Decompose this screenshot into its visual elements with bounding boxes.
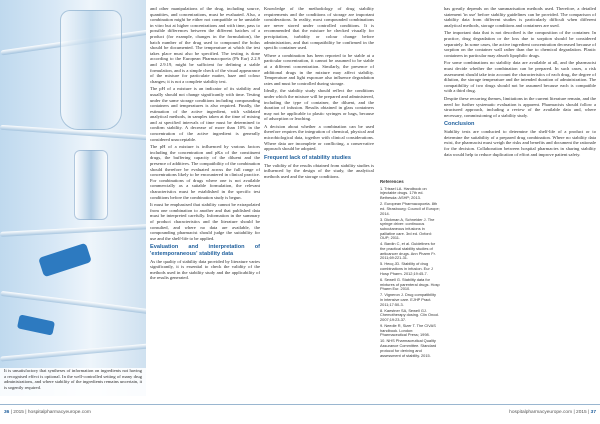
paragraph: Ideally, the stability study should reflect the conditions under which the mixture will be prepared and administered, including the type of container, the diluent, and the duration of infusion. Results obtained in glass containers may not be applicable to plastic syringes or bags, because of adsorption or leaching.	[264, 88, 374, 122]
reference-item: 9. Needle R, Sizer T. The CIVAS handbook. London: Pharmaceutical Press; 1998.	[380, 323, 436, 338]
paragraph: As the quality of stability data provided by literature varies significantly, it is essential to check the validity of the methods used in the stability study and the applicability of the results generated.	[150, 258, 260, 281]
section-heading: Frequent lack of stability studies	[264, 154, 352, 161]
left-page-text	[4, 368, 142, 400]
footer-year: 2015	[13, 410, 24, 415]
references-title: References	[380, 180, 404, 184]
roller-clamp	[38, 243, 92, 277]
reference-item: 10. NHS Pharmaceutical Quality Assurance Committee. Standard protocol for deriving and assessment of stability. 2015.	[380, 338, 437, 358]
paragraph: For some combinations no stability data are available at all, and the pharmacist must decide whether the combination can be prepared. In such cases, a risk assessment should take into account the characteristics of each drug, the degree of dilution, the storage temperature and the intended duration of administration. The compatibility of two drugs should not be assumed because each is compatible with a third drug.	[444, 60, 596, 94]
paragraph: has greatly depends on the summarisation methods used. Therefore, a detailed statement 'in use' before stability guidelines can be provided. The comparison of stability data from different studies is particularly difficult when different analytical methods, storage conditions and containers are used.	[444, 6, 596, 28]
footer-separator: |	[588, 410, 591, 415]
section-heading: Evaluation and interpretation of 'extemporaneous' stability data	[150, 244, 260, 257]
paragraph: The important data that is not described is the composition of the container. In practice, drug degradation or the loss due to sorption should be considered separately. In some cases, the active ingredient concentration decreased because of sorption on the container wall rather than due to chemical degradation. Plastic containers in particular may absorb lipophilic drugs.	[444, 30, 596, 58]
paragraph: It must be emphasised that stability cannot be extrapolated from one combination to another and that published data must be interpreted carefully. Information in the summary of product characteristics and the literature should be consulted, and where no data are available, the compounding pharmacist should judge the suitability for use and the shelf-life to be applied.	[150, 202, 260, 241]
iv-tube	[0, 224, 146, 237]
article-column-4	[444, 6, 596, 396]
paragraph: The validity of the results obtained from stability studies is influenced by the design of the study, the analytical methods used and the storage conditions.	[264, 162, 374, 179]
references-column	[380, 180, 440, 396]
footer-site: hospitalpharmacyeurope.com	[27, 410, 91, 415]
reference-item: 5. Hecq JD. Stability of drug combinations in infusion. Eur J Hosp Pharm. 2012;19:45-7.	[380, 261, 433, 276]
footer-separator: |	[10, 410, 14, 415]
footer-site: hospitalpharmacyeurope.com	[509, 410, 573, 415]
reference-item: 2. European Pharmacopoeia. 8th ed. Strasbourg: Council of Europe; 2014.	[380, 201, 440, 216]
footer-separator: |	[573, 410, 577, 415]
drip-chamber	[74, 150, 108, 220]
paragraph: A decision about whether a combination can be used therefore requires the integration of chemical, physical and microbiological data, together with clinical considerations. Where data are incomplete or conflicting, a conservative approach should be adopted.	[264, 123, 374, 152]
reference-item: 8. Kaestner SA, Sewell GJ. Chemotherapy dosing. Clin Oncol. 2007;19:23-37.	[380, 307, 440, 323]
reference-item: 4. Bardin C, et al. Guidelines for the practical stability studies of anticancer drugs. Ann Pharm Fr. 2011;69:221-31.	[380, 241, 436, 261]
roller-clamp	[17, 314, 55, 335]
paragraph: The pH of a mixture is influenced by various factors including the concentration and pKa of the constituent drugs, the buffering capacity of the diluent and the presence of additives. The compatibility of the combination should therefore be evaluated across the full range of concentrations likely to be encountered in clinical practice. For combinations of drugs where one is not available commercially as a suitable formulation, the relevant characteristics must be established in the specific test conditions before the combination study is begun.	[150, 144, 260, 200]
paragraph: Where a combination has been reported to be stable at a particular concentration, it cannot be assumed to be stable at a different concentration. Similarly, the presence of additional drugs in the mixture may affect stability. Temperature and light exposure also influence degradation rates and must be controlled during storage.	[264, 52, 374, 86]
reference-item: 6. Sewell G. Stability data for mixtures of parenteral drugs. Hosp Pharm Eur. 2010.	[380, 276, 440, 292]
footer-rule	[0, 404, 600, 405]
iv-infusion-photo	[0, 0, 146, 396]
iv-bag	[60, 10, 122, 130]
footer-separator: |	[25, 410, 28, 415]
paragraph: Stability tests are conducted to determine the shelf-life of a product or to determine the suitability of a prepared drug combination. Where no stability data exist, the pharmacist must weigh the risks and benefits and document the rationale for the decision. Collaboration between hospital pharmacies in sharing stability data would help to reduce duplication of effort and improve patient safety.	[444, 129, 596, 157]
reference-item: 1. Trissel LA. Handbook on injectable drugs. 17th ed. Bethesda: ASHP; 2013.	[380, 185, 427, 201]
paragraph: It is unsatisfactory that syntheses of information on ingredients not having a recognised effect is optional. In the well-controlled setting of many drug administrations, and where stability of the ingredients remains uncertain, it is urgently required.	[4, 368, 142, 390]
article-column-2	[264, 6, 374, 396]
article-column-1	[150, 6, 260, 396]
page-number: 36	[4, 410, 10, 415]
iv-tube	[0, 291, 146, 314]
page-number: 37	[590, 410, 596, 415]
paragraph: and other manipulations of the drug, including source, quantities, and concentrations, must be evaluated. Also, a combination might be either not compatible or be unstable in vitro but at higher concentrations and with time, pass to possible differences between the different batches of a product (for example, changes in the formulation), the batch number of the drug used to compound the bolus should be documented. The temperature at which the test takes place must also be specified. The testing is done according to the European Pharmacopoeia (Ph Eur) 2.2.9 and 2.9.19, might be sufficient for defining a stable formulation, and is a simple check of the visual appearance of the mixture for particulate matter, haze and colour changes; it is not a complete stability test.	[150, 6, 260, 84]
paragraph: Despite these recurring themes, limitations in the current literature remain, and the need for further systematic evaluation is apparent. Pharmacists should follow a structured approach, including a review of the available data and, where necessary, commissioning of a stability study.	[444, 95, 596, 118]
section-heading: Conclusion	[444, 121, 475, 128]
footer-right	[300, 408, 596, 418]
paragraph: Knowledge of the methodology of drug stability requirements and the conditions of storage are important considerations. In reality, most compounded combinations are never stored under controlled conditions. It is recommended that the mixture be checked visually for precipitation, turbidity or colour change before administration, and that compatibility be confirmed in the specific container used.	[264, 6, 374, 51]
footer-left	[4, 408, 294, 418]
footer-year: 2015	[576, 410, 587, 415]
paragraph: The pH of a mixture is an indicator of its stability and usually should not change significantly with time. Testing under the same storage conditions including compounding containers and temperatures is also required. Finally, the estimation of the active ingredient, with validated analytical methods, in samples taken at the time of mixing and at specified intervals of time must be determined to confirm stability. A decrease of more than 10% in the concentration of the active ingredient is generally considered unacceptable.	[150, 86, 260, 142]
reference-item: 3. Dickman A, Schneider J. The syringe driver: continuous subcutaneous infusions in palliative care. 3rd ed. Oxford: OUP; 2011.	[380, 216, 435, 241]
reference-item: 7. Vigneron J. Drug compatibility in intensive care. EJHP Pract. 2011;17:50-3.	[380, 292, 436, 307]
iv-tube	[0, 343, 146, 361]
